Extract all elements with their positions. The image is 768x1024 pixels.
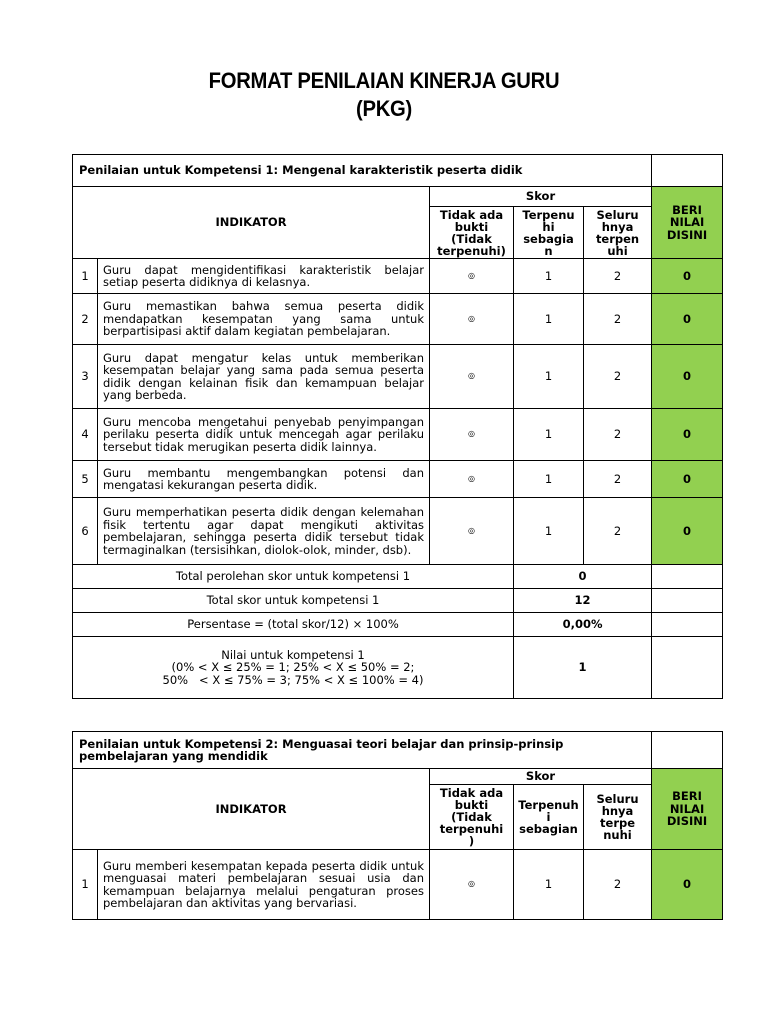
- score-2-option[interactable]: 2: [584, 850, 652, 920]
- score-0-option[interactable]: ◎: [430, 409, 514, 461]
- nilai-label-line: (0% < X ≤ 25% = 1; 25% < X ≤ 50% = 2;: [171, 660, 415, 675]
- nilai-cell[interactable]: 0: [652, 294, 723, 345]
- col-terpenuhi-sebagian: Terpenu hi sebagia n: [514, 207, 584, 259]
- indikator-header: INDIKATOR: [73, 769, 430, 850]
- kompetensi-2-header: Penilaian untuk Kompetensi 2: Menguasai teori belajar dan prinsip-prinsip pembelajaran yang mendidik: [73, 732, 652, 769]
- nilai-kompetensi-value: 1: [514, 637, 652, 699]
- score-2-option[interactable]: 2: [584, 409, 652, 461]
- page-title: FORMAT PENILAIAN KINERJA GURU: [208, 68, 560, 93]
- score-1-option[interactable]: 1: [514, 259, 584, 294]
- row-number: 4: [73, 409, 98, 461]
- nilai-kompetensi-label: [73, 637, 514, 699]
- indikator-text: Guru memberi kesempatan kepada peserta didik untuk menguasai materi pembelajaran sesuai usia dan kemampuan belajarnya melalui pengaturan proses pembelajaran dan aktivitas yang bervariasi.: [98, 850, 430, 920]
- indikator-text: Guru membantu mengembangkan potensi dan mengatasi kekurangan peserta didik.: [98, 461, 430, 498]
- score-0-option[interactable]: ◎: [430, 461, 514, 498]
- indikator-text: Guru dapat mengatur kelas untuk memberikan kesempatan belajar yang sama pada semua peserta didik dengan kelainan fisik dan kemampuan belajar yang berbeda.: [98, 345, 430, 409]
- nilai-cell[interactable]: 0: [652, 345, 723, 409]
- empty-cell: [652, 155, 723, 187]
- indikator-text: Guru mencoba mengetahui penyebab penyimpangan perilaku peserta didik untuk mencegah agar perilaku tersebut tidak merugikan peserta didik lainnya.: [98, 409, 430, 461]
- row-number: 6: [73, 498, 98, 565]
- page-subtitle: (PKG): [356, 96, 412, 121]
- kompetensi-1-header: Penilaian untuk Kompetensi 1: Mengenal karakteristik peserta didik: [73, 155, 652, 187]
- indikator-text: Guru memastikan bahwa semua peserta didik mendapatkan kesempatan yang sama untuk berpartisipasi aktif dalam kegiatan pembelajaran.: [98, 294, 430, 345]
- indikator-text: Guru memperhatikan peserta didik dengan kelemahan fisik tertentu agar dapat mengikuti aktivitas pembelajaran, sehingga peserta didik tersebut tidak termaginalkan (tersisihkan, diolok-olok, minder, dsb).: [98, 498, 430, 565]
- nilai-cell[interactable]: 0: [652, 409, 723, 461]
- score-0-option[interactable]: ◎: [430, 294, 514, 345]
- persentase-value: 0,00%: [514, 613, 652, 637]
- empty-cell: [652, 732, 723, 769]
- nilai-label-line: Nilai untuk kompetensi 1: [221, 647, 365, 662]
- total-skor-value: 12: [514, 589, 652, 613]
- col-seluruhnya-terpenuhi: Seluru hnya terpe nuhi: [584, 785, 652, 850]
- score-1-option[interactable]: 1: [514, 498, 584, 565]
- score-2-option[interactable]: 2: [584, 259, 652, 294]
- row-number: 5: [73, 461, 98, 498]
- score-0-option[interactable]: ◎: [430, 498, 514, 565]
- empty-cell: [652, 565, 723, 589]
- beri-nilai-header: BERI NILAI DISINI: [652, 769, 723, 850]
- skor-header: Skor: [430, 769, 652, 785]
- empty-cell: [652, 637, 723, 699]
- persentase-label: Persentase = (total skor/12) × 100%: [73, 613, 514, 637]
- col-seluruhnya-terpenuhi: Seluru hnya terpen uhi: [584, 207, 652, 259]
- nilai-label-line: 50% < X ≤ 75% = 3; 75% < X ≤ 100% = 4): [162, 672, 424, 687]
- indikator-header: INDIKATOR: [73, 187, 430, 259]
- nilai-cell[interactable]: 0: [652, 259, 723, 294]
- score-1-option[interactable]: 1: [514, 850, 584, 920]
- row-number: 2: [73, 294, 98, 345]
- empty-cell: [652, 589, 723, 613]
- score-0-option[interactable]: ◎: [430, 259, 514, 294]
- row-number: 3: [73, 345, 98, 409]
- indikator-text: Guru dapat mengidentifikasi karakteristik belajar setiap peserta didiknya di kelasnya.: [98, 259, 430, 294]
- col-tidak-terpenuhi: Tidak ada bukti (Tidak terpenuhi): [430, 207, 514, 259]
- score-2-option[interactable]: 2: [584, 294, 652, 345]
- score-0-option[interactable]: ◎: [430, 850, 514, 920]
- score-1-option[interactable]: 1: [514, 345, 584, 409]
- score-1-option[interactable]: 1: [514, 294, 584, 345]
- nilai-cell[interactable]: 0: [652, 461, 723, 498]
- score-2-option[interactable]: 2: [584, 461, 652, 498]
- col-terpenuhi-sebagian: Terpenuh i sebagian: [514, 785, 584, 850]
- total-perolehan-label: Total perolehan skor untuk kompetensi 1: [73, 565, 514, 589]
- kompetensi-2-table: [72, 731, 723, 920]
- score-1-option[interactable]: 1: [514, 461, 584, 498]
- total-skor-label: Total skor untuk kompetensi 1: [73, 589, 514, 613]
- score-0-option[interactable]: ◎: [430, 345, 514, 409]
- score-2-option[interactable]: 2: [584, 345, 652, 409]
- score-1-option[interactable]: 1: [514, 409, 584, 461]
- nilai-cell[interactable]: 0: [652, 498, 723, 565]
- score-2-option[interactable]: 2: [584, 498, 652, 565]
- row-number: 1: [73, 259, 98, 294]
- beri-nilai-header: BERI NILAI DISINI: [652, 187, 723, 259]
- col-tidak-terpenuhi: Tidak ada bukti (Tidak terpenuhi ): [430, 785, 514, 850]
- kompetensi-1-table: [72, 154, 723, 699]
- nilai-cell[interactable]: 0: [652, 850, 723, 920]
- skor-header: Skor: [430, 187, 652, 207]
- total-perolehan-value: 0: [514, 565, 652, 589]
- empty-cell: [652, 613, 723, 637]
- row-number: 1: [73, 850, 98, 920]
